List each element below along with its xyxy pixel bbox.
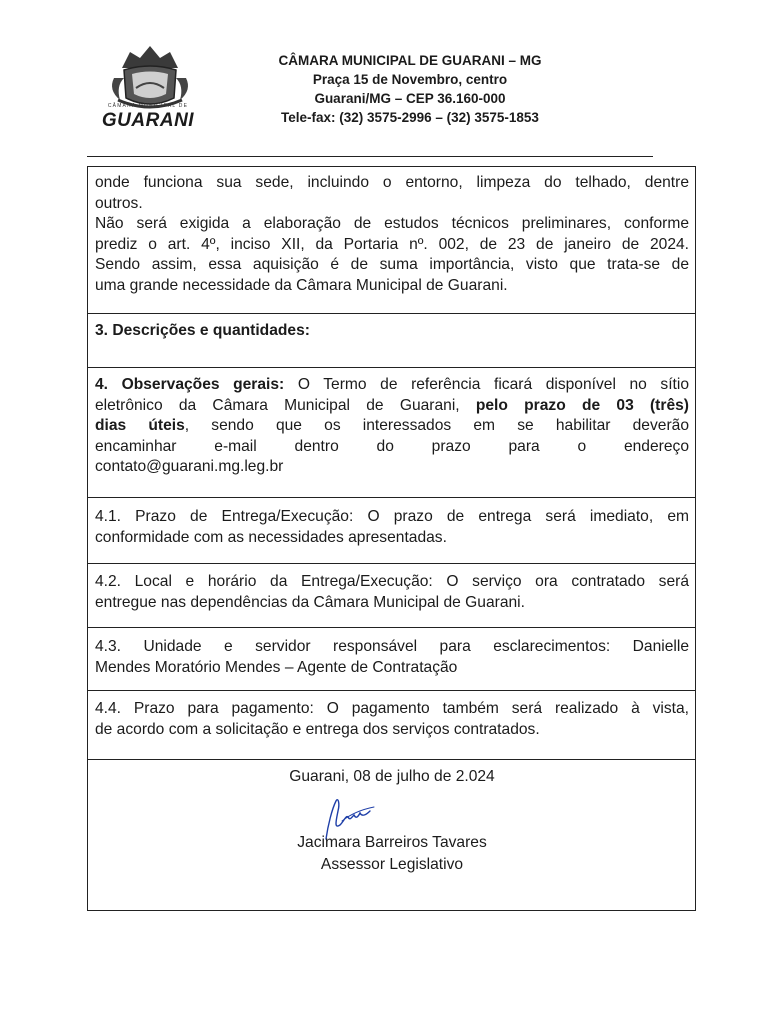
section-4-line: eletrônico da Câmara Municipal de Guarani, pelo prazo de 03 (três) xyxy=(95,396,689,414)
item-4-1: 4.1. Prazo de Entrega/Execução: O prazo de entrega será imediato, em conformidade com as necessidades apresentadas. xyxy=(95,508,689,546)
intro-cell xyxy=(88,173,695,297)
address-line-1: Praça 15 de Novembro, centro xyxy=(312,72,508,87)
signer-role: Assessor Legislativo xyxy=(320,856,464,873)
section-4-line: encaminhar e-mail dentro do prazo para o endereço xyxy=(95,437,689,455)
row-divider xyxy=(88,627,695,628)
section-3-title: 3. Descrições e quantidades: xyxy=(95,322,310,339)
intro-line: prediz o art. 4º, inciso XII, da Portaria nº. 002, de 23 de janeiro de 2024. xyxy=(95,235,689,253)
phone-line: Tele-fax: (32) 3575-2996 – (32) 3575-1853 xyxy=(281,110,539,125)
header-divider xyxy=(87,156,653,157)
address-line-2: Guarani/MG – CEP 36.160-000 xyxy=(314,91,506,106)
item-4-2: 4.2. Local e horário da Entrega/Execução: O serviço ora contratado será entregue nas dependências da Câmara Municipal de Guarani. xyxy=(95,573,689,611)
document-date: Guarani, 08 de julho de 2.024 xyxy=(289,768,495,785)
organization-block xyxy=(225,51,595,127)
document-table xyxy=(87,166,696,911)
logo-wordmark: GUARANI xyxy=(101,110,195,131)
intro-line: Não será exigida a elaboração de estudos técnicos preliminares, conforme xyxy=(95,215,689,233)
intro-line: uma grande necessidade da Câmara Municipal de Guarani. xyxy=(95,276,508,294)
section-4-line: dias úteis, sendo que os interessados em se habilitar deverão xyxy=(95,417,689,435)
logo-caption: CÂMARA MUNICIPAL DE xyxy=(107,103,189,109)
row-divider xyxy=(88,759,695,760)
section-4-cell xyxy=(88,375,695,478)
intro-line: onde funciona sua sede, incluindo o entorno, limpeza do telhado, dentre xyxy=(95,174,689,191)
item-4-3: 4.3. Unidade e servidor responsável para esclarecimentos: Danielle Mendes Moratório Mendes – Agente de Contratação xyxy=(95,638,689,676)
contact-email: contato@guarani.mg.leg.br xyxy=(95,458,284,476)
item-4-4: 4.4. Prazo para pagamento: O pagamento também será realizado à vista, de acordo com a solicitação e entrega dos serviços contratados. xyxy=(95,700,689,738)
section-4-line: 4. Observações gerais: O Termo de referência ficará disponível no sítio xyxy=(95,376,689,393)
section-4-title: 4. Observações gerais: xyxy=(95,376,285,393)
org-name: CÂMARA MUNICIPAL DE GUARANI – MG xyxy=(278,53,542,68)
intro-line: outros. xyxy=(95,194,143,212)
signer-name: Jacimara Barreiros Tavares xyxy=(297,834,487,851)
row-divider xyxy=(88,563,695,564)
row-divider xyxy=(88,497,695,498)
intro-line: Sendo assim, essa aquisição é de suma importância, visto que trata-se de xyxy=(95,256,689,274)
row-divider xyxy=(88,367,695,368)
row-divider xyxy=(88,690,695,691)
row-divider xyxy=(88,313,695,314)
document-header xyxy=(0,0,759,150)
